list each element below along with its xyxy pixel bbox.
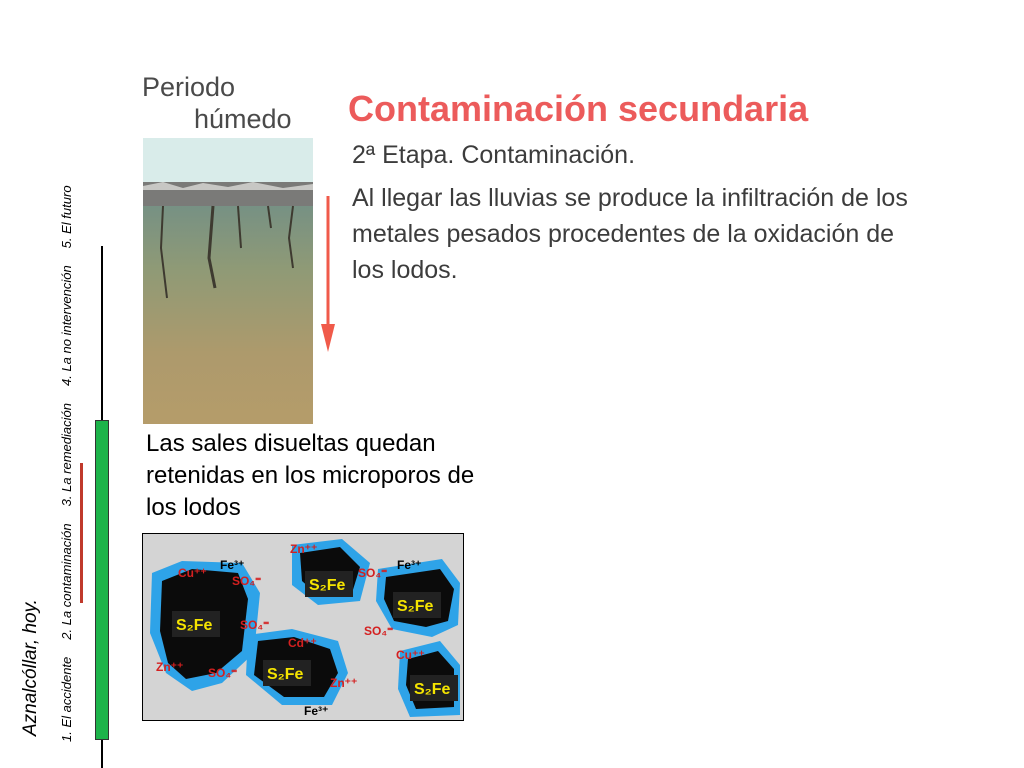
page-title: Contaminación secundaria — [348, 88, 809, 129]
mineral-label: S₂Fe — [414, 681, 451, 698]
ion-label-so4: SO₄⁼ — [240, 618, 270, 632]
ion-label-zn: Zn⁺⁺ — [330, 676, 358, 690]
ion-label-fe: Fe³⁺ — [397, 558, 422, 572]
nav-item-la-no-intervencion[interactable]: 4. La no intervención — [59, 265, 74, 387]
mineral-label: S₂Fe — [267, 666, 304, 683]
mineral-label: S₂Fe — [176, 617, 213, 634]
ion-label-so4: SO₄⁼ — [364, 624, 394, 638]
nav-item-la-remediacion[interactable]: 3. La remediación — [59, 403, 74, 507]
ion-label-zn: Zn⁺⁺ — [156, 660, 184, 674]
ion-label-zn: Zn⁺⁺ — [290, 542, 318, 556]
period-label-line2: húmedo — [194, 104, 292, 134]
ion-label-fe: Fe³⁺ — [220, 558, 245, 572]
section-nav — [59, 168, 74, 742]
mineral-label: S₂Fe — [397, 598, 434, 615]
ion-label-so4: SO₄⁼ — [232, 574, 262, 588]
ion-label-fe: Fe³⁺ — [304, 704, 329, 718]
ion-label-cd: Cd⁺⁺ — [288, 636, 317, 650]
mineral-label: S₂Fe — [309, 577, 346, 594]
section-indicator-bar — [95, 420, 109, 740]
period-label-line1: Periodo — [142, 72, 236, 102]
active-section-marker — [80, 463, 83, 603]
nav-item-el-accidente[interactable]: 1. El accidente — [59, 656, 74, 742]
description-text: Al llegar las lluvias se produce la infiltración de los metales pesados procedentes de la oxidación de los lodos. — [352, 184, 908, 284]
diagram-caption: Las sales disueltas quedan retenidas en los microporos de los lodos — [146, 430, 475, 521]
ion-label-so4: SO₄⁼ — [358, 566, 388, 580]
soil-profile-image — [143, 138, 313, 424]
brand-title: Aznalcóllar, hoy. — [20, 599, 41, 736]
nav-item-el-futuro[interactable]: 5. El futuro — [59, 185, 74, 249]
nav-item-la-contaminacion[interactable]: 2. La contaminación — [59, 523, 74, 640]
ion-label-so4: SO₄⁼ — [208, 666, 238, 680]
micropore-diagram — [142, 533, 464, 721]
stage-heading: 2ª Etapa. Contaminación. — [352, 141, 636, 169]
ion-label-cu: Cu⁺⁺ — [396, 648, 425, 662]
ion-label-cu: Cu⁺⁺ — [178, 566, 207, 580]
infiltration-arrow — [318, 196, 338, 356]
